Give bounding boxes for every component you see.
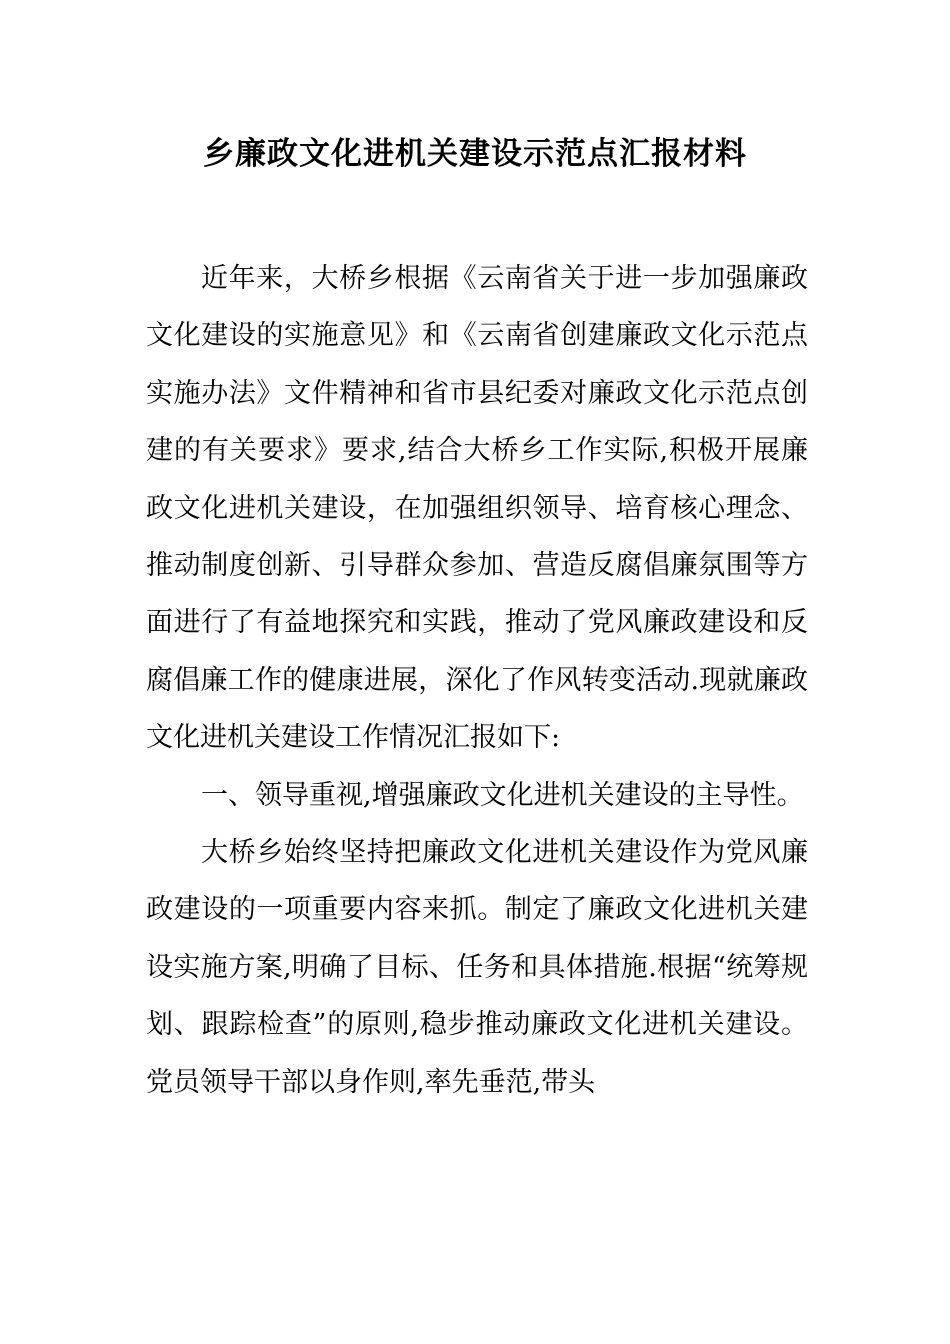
section-heading-1: 一、领导重视,增强廉政文化进机关建设的主导性。	[201, 779, 804, 811]
paragraph-section-1: 大桥乡始终坚持把廉政文化进机关建设作为党风廉政建设的一项重要内容来抓。制定了廉政文化进机关建设实施方案,明确了目标、任务和具体措施.根据“统筹规划、跟踪检查”的原则,稳步推动廉政文化进机关建设。党员领导干部以身作则,率先垂范,带头	[146, 837, 808, 1098]
document-title: 乡廉政文化进机关建设示范点汇报材料	[203, 136, 747, 172]
document-body	[146, 250, 808, 1111]
paragraph-intro: 近年来，大桥乡根据《云南省关于进一步加强廉政文化建设的实施意见》和《云南省创建廉政文化示范点实施办法》文件精神和省市县纪委对廉政文化示范点创建的有关要求》要求,结合大桥乡工作实际,积极开展廉政文化进机关建设，在加强组织领导、培育核心理念、推动制度创新、引导群众参加、营造反腐倡廉氛围等方面进行了有益地探究和实践，推动了党风廉政建设和反腐倡廉工作的健康进展，深化了作风转变活动.现就廉政文化进机关建设工作情况汇报如下:	[146, 263, 808, 754]
